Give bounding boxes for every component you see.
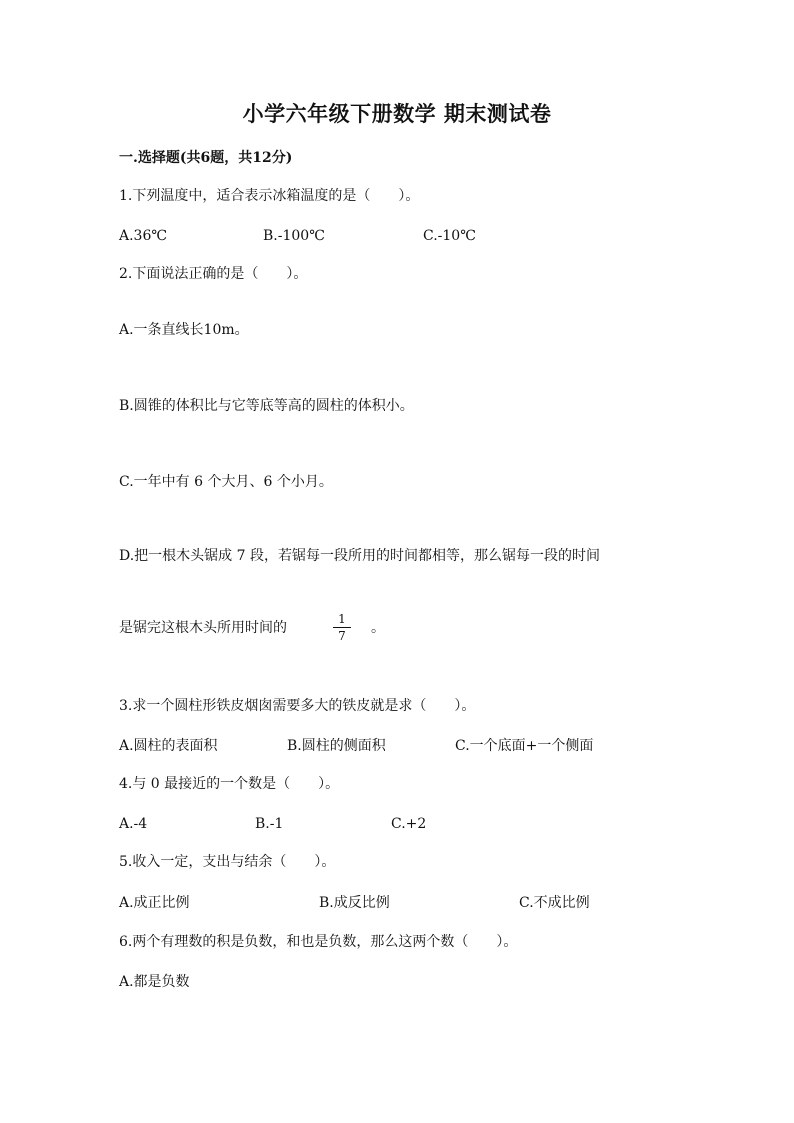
fraction-denominator: 7	[338, 629, 346, 643]
question-3-option-b: B.圆柱的侧面积	[287, 738, 386, 754]
question-2-option-d-end: 。	[371, 620, 385, 636]
question-1-option-c: C.-10℃	[423, 228, 476, 244]
question-2-stem: 2.下面说法正确的是（ ）。	[119, 266, 308, 282]
question-4-stem: 4.与 0 最接近的一个数是（ ）。	[119, 776, 340, 792]
question-2-option-a: A.一条直线长10m。	[119, 322, 249, 338]
fraction-one-seventh	[333, 612, 351, 643]
question-2-option-b: B.圆锥的体积比与它等底等高的圆柱的体积小。	[119, 398, 414, 414]
section-heading-choice: 一.选择题(共6题，共12分)	[119, 150, 293, 166]
page-title: 小学六年级下册数学 期末测试卷	[242, 101, 552, 126]
question-5-stem: 5.收入一定，支出与结余（ ）。	[119, 854, 336, 870]
question-5-option-a: A.成正比例	[119, 895, 190, 911]
question-3-option-c: C.一个底面+一个侧面	[455, 738, 594, 754]
question-1-option-b: B.-100℃	[263, 228, 325, 244]
fraction-numerator: 1	[333, 612, 351, 628]
question-3-stem: 3.求一个圆柱形铁皮烟囱需要多大的铁皮就是求（ ）。	[119, 698, 476, 714]
question-1-stem: 1.下列温度中，适合表示冰箱温度的是（ ）。	[119, 188, 420, 204]
question-1-option-a: A.36℃	[119, 228, 168, 244]
question-2-option-d-line2: 是锯完这根木头所用时间的	[119, 620, 287, 636]
question-2-option-d-line1: D.把一根木头锯成 7 段，若锯每一段所用的时间都相等，那么锯每一段的时间	[119, 548, 600, 564]
question-6-stem: 6.两个有理数的积是负数，和也是负数，那么这两个数（ ）。	[119, 934, 518, 950]
question-6-option-a: A.都是负数	[119, 974, 190, 990]
question-5-option-c: C.不成比例	[519, 895, 590, 911]
question-4-option-c: C.+2	[391, 816, 427, 832]
question-2-option-c: C.一年中有 6 个大月、6 个小月。	[119, 474, 333, 490]
question-4-option-b: B.-1	[255, 816, 284, 832]
question-4-option-a: A.-4	[119, 816, 148, 832]
question-5-option-b: B.成反比例	[319, 895, 390, 911]
question-3-option-a: A.圆柱的表面积	[119, 738, 218, 754]
